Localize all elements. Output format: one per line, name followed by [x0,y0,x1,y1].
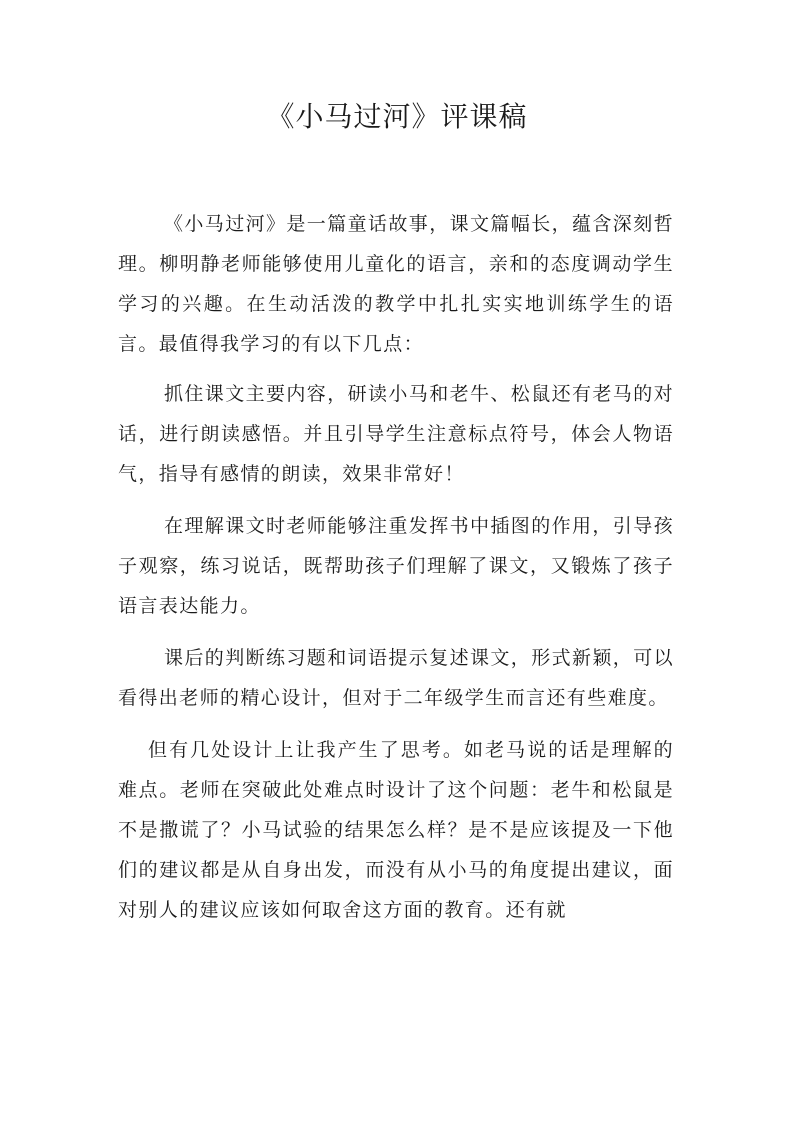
paragraph-point-3: 课后的判断练习题和词语提示复述课文，形式新颖，可以看得出老师的精心设计，但对于二年级学生而言还有些难度。 [118,647,675,709]
document-body [118,204,674,930]
paragraph-intro: 《小马过河》是一篇童话故事，课文篇幅长，蕴含深刻哲理。柳明静老师能够使用儿童化的语言，亲和的态度调动学生学习的兴趣。在生动活泼的教学中扎扎实实地训练学生的语言。最值得我学习的有以下几点： [118,213,675,355]
paragraph-point-2: 在理解课文时老师能够注重发挥书中插图的作用，引导孩子观察，练习说话，既帮助孩子们理解了课文，又锻炼了孩子语言表达能力。 [118,515,675,617]
paragraph-point-1: 抓住课文主要内容，研读小马和老牛、松鼠还有老马的对话，进行朗读感悟。并且引导学生注意标点符号，体会人物语气，指导有感情的朗读，效果非常好！ [118,383,675,485]
document-title: 《小马过河》评课稿 [266,100,528,133]
paragraph-reflection: 但有几处设计上让我产生了思考。如老马说的话是理解的难点。老师在突破此处难点时设计了这个问题：老牛和松鼠是不是撒谎了？小马试验的结果怎么样？是不是应该提及一下他们的建议都是从自身出发，而没有从小马的角度提出建议，面对别人的建议应该如何取舍这方面的教育。还有就 [118,739,674,921]
